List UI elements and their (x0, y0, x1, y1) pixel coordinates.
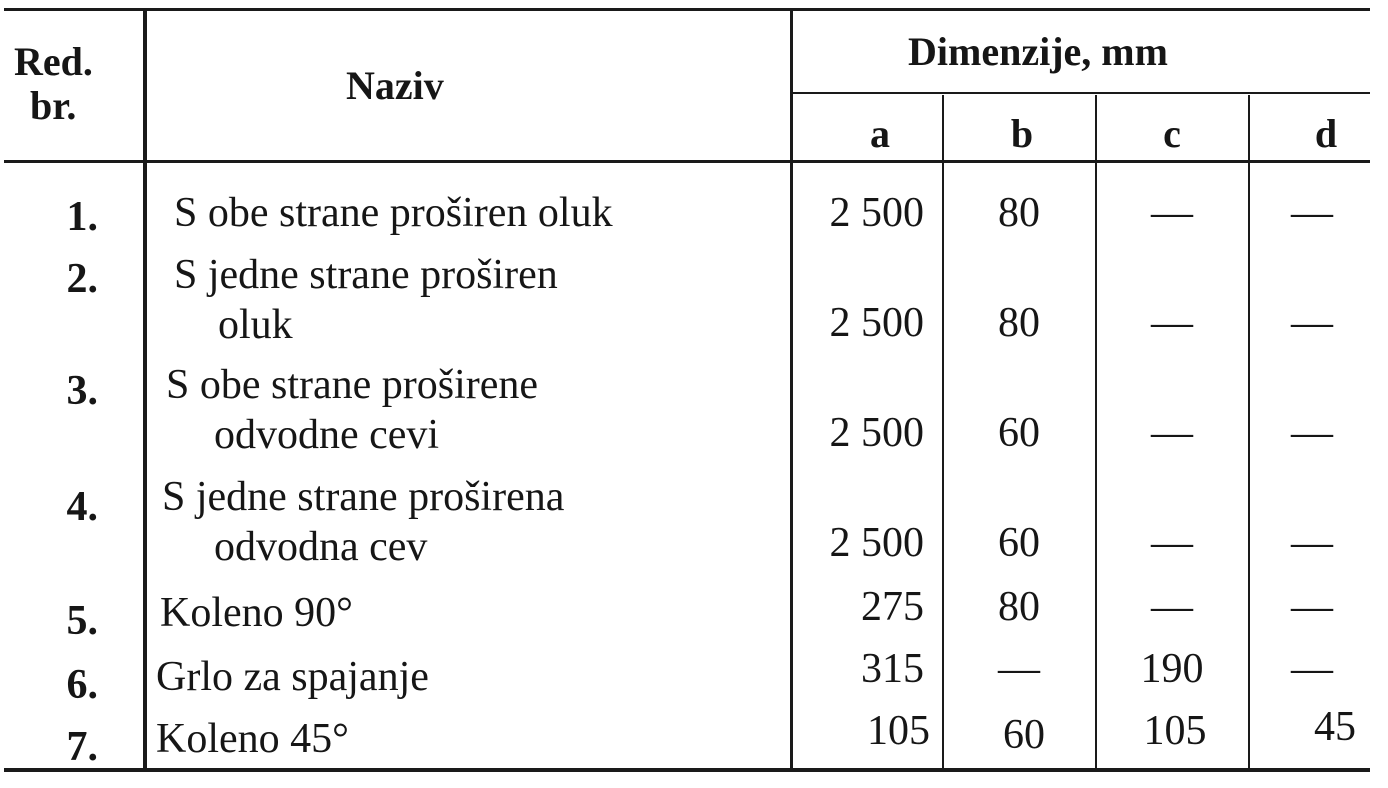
cell-d: — (1291, 520, 1333, 566)
row-number: 3. (66, 368, 98, 414)
cell-b: 60 (1003, 712, 1045, 758)
cell-c: 105 (1143, 708, 1207, 754)
cell-a: 2 500 (829, 300, 924, 346)
cell-c: — (1151, 520, 1193, 566)
cell-b: — (998, 646, 1040, 692)
row-name: Grlo za spajanje (156, 654, 429, 700)
cell-d: — (1291, 410, 1333, 456)
cell-d: — (1291, 300, 1333, 346)
cell-c: — (1151, 190, 1193, 236)
header-red-br (14, 39, 93, 128)
cell-a: 2 500 (829, 190, 924, 236)
row-number: 4. (66, 484, 98, 530)
cell-c: — (1151, 584, 1193, 630)
row-number: 5. (66, 598, 98, 644)
cell-c: 190 (1140, 646, 1204, 692)
header-col-d: d (1314, 111, 1338, 156)
row-name: S jedne strane proširena (162, 474, 565, 520)
header-dimenzije: Dimenzije, mm (908, 29, 1168, 74)
header-red-br-line1: Red. (14, 39, 93, 84)
cell-d: — (1291, 190, 1333, 236)
header-naziv: Naziv (346, 63, 444, 108)
row-number: 2. (66, 256, 98, 302)
cell-c: — (1151, 410, 1193, 456)
cell-a: 275 (861, 584, 924, 630)
header-col-c: c (1163, 111, 1181, 156)
cell-b: 80 (998, 300, 1040, 346)
cell-a: 2 500 (829, 410, 924, 456)
dimenzije-rule (792, 92, 1370, 94)
row-name-cont: odvodne cevi (214, 412, 440, 458)
cell-c: — (1151, 300, 1193, 346)
header-col-b: b (1010, 111, 1034, 156)
header-red-br-line2: br. (30, 83, 77, 128)
cell-a: 2 500 (829, 520, 924, 566)
col-divider-c (1248, 95, 1250, 772)
header-bottom-rule (4, 160, 1370, 163)
row-number: 1. (66, 194, 98, 240)
cell-b: 80 (998, 584, 1040, 630)
cell-a: 105 (867, 708, 930, 754)
cell-b: 80 (998, 190, 1040, 236)
cell-b: 60 (998, 410, 1040, 456)
col-divider-naziv (790, 8, 793, 772)
row-name: Koleno 90° (160, 590, 353, 636)
cell-b: 60 (998, 520, 1040, 566)
cell-d: 45 (1314, 704, 1356, 750)
row-name: Koleno 45° (156, 716, 349, 762)
row-number: 7. (66, 724, 98, 770)
col-divider-redbr (143, 8, 147, 772)
row-name-cont: odvodna cev (214, 524, 428, 570)
row-name: S jedne strane proširen (174, 252, 558, 298)
header-col-a: a (870, 111, 890, 156)
row-number: 6. (66, 662, 98, 708)
row-name: S obe strane proširene (166, 362, 539, 408)
cell-a: 315 (861, 646, 924, 692)
row-name-cont: oluk (218, 302, 293, 348)
row-name: S obe strane proširen oluk (174, 190, 613, 236)
cell-d: — (1291, 584, 1333, 630)
cell-d: — (1291, 646, 1333, 692)
